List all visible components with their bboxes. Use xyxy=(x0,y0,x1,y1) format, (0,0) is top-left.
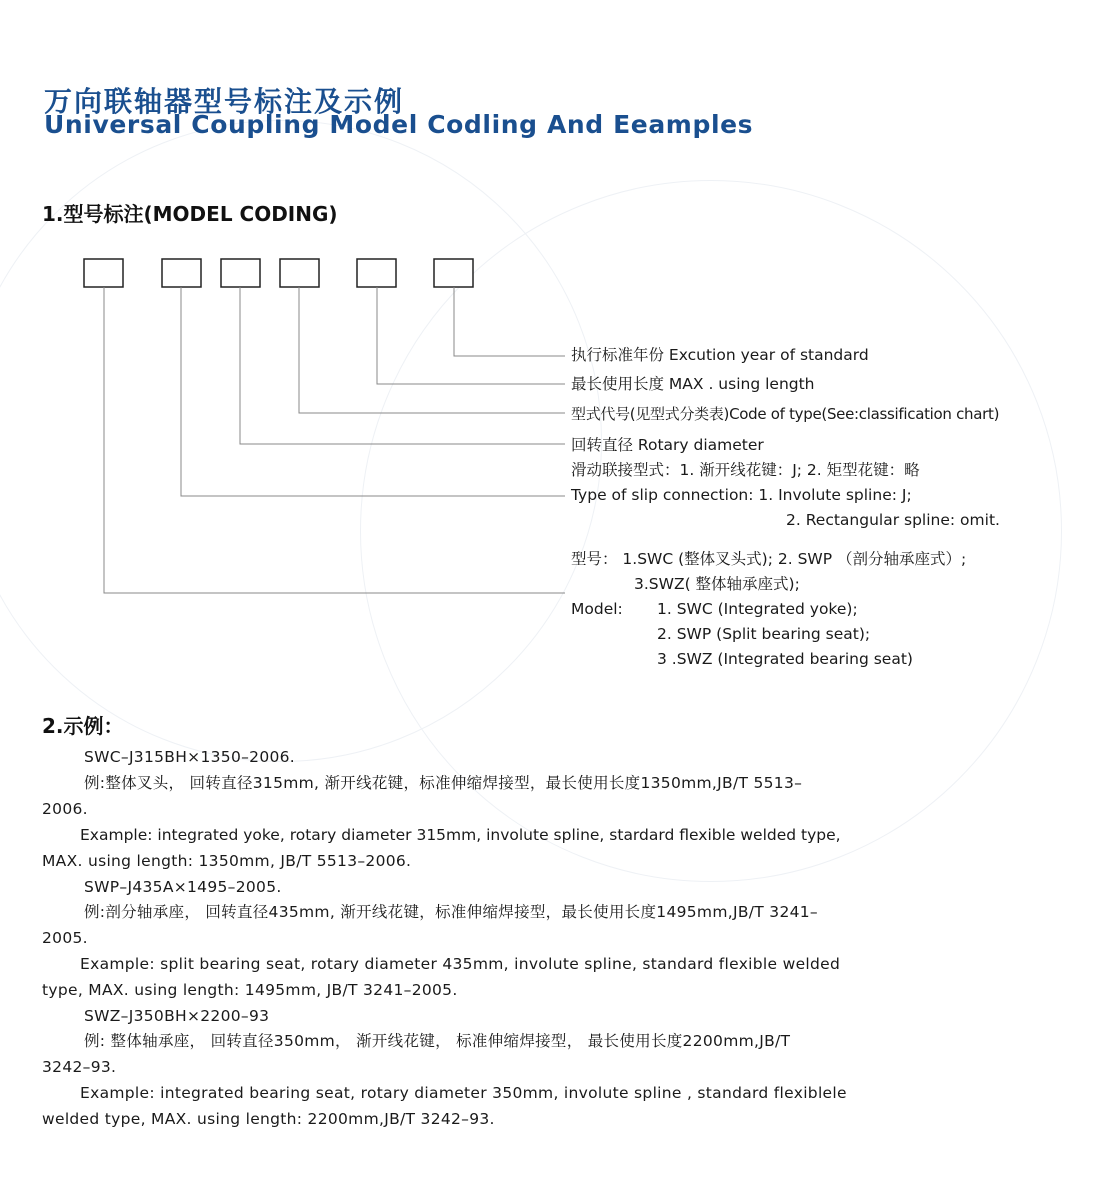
label-model-cn: 型号： 1.SWC (整体叉头式); 2. SWP （剖分轴承座式）; xyxy=(571,550,967,568)
example-2-cn-cont: 2005. xyxy=(42,929,88,947)
code-box-type-code xyxy=(280,259,319,287)
example-3-en-cont: welded type, MAX. using length: 2200mm,JB/T 3242–93. xyxy=(42,1110,495,1128)
example-1-cn: 例:整体叉头， 回转直径315mm, 渐开线花键，标准伸缩焊接型，最长使用长度1350mm,JB/T 5513– xyxy=(84,774,803,792)
example-3-code: SWZ–J350BH×2200–93 xyxy=(84,1007,270,1025)
label-max-length: 最长使用长度 MAX . using length xyxy=(571,375,815,393)
leader-line-length xyxy=(377,287,565,384)
example-1-en-cont: MAX. using length: 1350mm, JB/T 5513–2006. xyxy=(42,852,412,870)
page-title-english: Universal Coupling Model Codling And Eeamples xyxy=(44,110,754,139)
section-examples-title: 2.示例： xyxy=(42,714,124,738)
example-1-en: Example: integrated yoke, rotary diameter 315mm, involute spline, stardard flexible welded type, xyxy=(80,826,841,844)
example-2-code: SWP–J435A×1495–2005. xyxy=(84,878,282,896)
code-box-year xyxy=(434,259,473,287)
example-3-cn: 例: 整体轴承座， 回转直径350mm， 渐开线花键， 标准伸缩焊接型， 最长使用长度2200mm,JB/T xyxy=(84,1032,791,1050)
leader-line-rotary xyxy=(240,287,565,444)
label-model-cn-2: 3.SWZ( 整体轴承座式); xyxy=(634,575,800,593)
label-standard-year: 执行标准年份 Excution year of standard xyxy=(571,346,869,364)
example-2-en: Example: split bearing seat, rotary diameter 435mm, involute spline, standard flexible welded xyxy=(80,955,841,973)
leader-line-slip xyxy=(181,287,565,496)
page-title-chinese: 万向联轴器型号标注及示例 xyxy=(44,85,405,118)
example-1-cn-cont: 2006. xyxy=(42,800,88,818)
label-model-en-3: 3 .SWZ (Integrated bearing seat) xyxy=(657,650,913,668)
label-model-en-1: 1. SWC (Integrated yoke); xyxy=(657,600,858,618)
code-box-length xyxy=(357,259,396,287)
example-2-cn: 例:剖分轴承座， 回转直径435mm, 渐开线花键，标准伸缩焊接型，最长使用长度1495mm,JB/T 3241– xyxy=(84,903,818,921)
label-slip-connection-cn: 滑动联接型式：1. 渐开线花键：J; 2. 矩型花键：略 xyxy=(571,461,920,479)
code-box-model xyxy=(84,259,123,287)
label-slip-connection-en-2: 2. Rectangular spline: omit. xyxy=(786,511,1000,529)
label-model-en-2: 2. SWP (Split bearing seat); xyxy=(657,625,871,643)
code-box-rotary-diameter xyxy=(221,259,260,287)
leader-line-year xyxy=(454,287,565,356)
example-3-en: Example: integrated bearing seat, rotary diameter 350mm, involute spline , standard flexiblele xyxy=(80,1084,847,1102)
section-model-coding-title: 1.型号标注(MODEL CODING) xyxy=(42,202,338,226)
label-slip-connection-en: Type of slip connection: 1. Involute spline: J; xyxy=(571,486,912,504)
label-model-en-heading: Model: xyxy=(571,600,623,618)
code-box-slip-connection xyxy=(162,259,201,287)
label-rotary-diameter: 回转直径 Rotary diameter xyxy=(571,436,764,454)
leader-line-model xyxy=(104,287,565,593)
label-type-code: 型式代号(见型式分类表)Code of type(See:classification chart) xyxy=(571,405,1000,423)
leader-line-type-code xyxy=(299,287,565,413)
example-2-en-cont: type, MAX. using length: 1495mm, JB/T 3241–2005. xyxy=(42,981,458,999)
example-3-cn-cont: 3242–93. xyxy=(42,1058,117,1076)
example-1-code: SWC–J315BH×1350–2006. xyxy=(84,748,296,766)
